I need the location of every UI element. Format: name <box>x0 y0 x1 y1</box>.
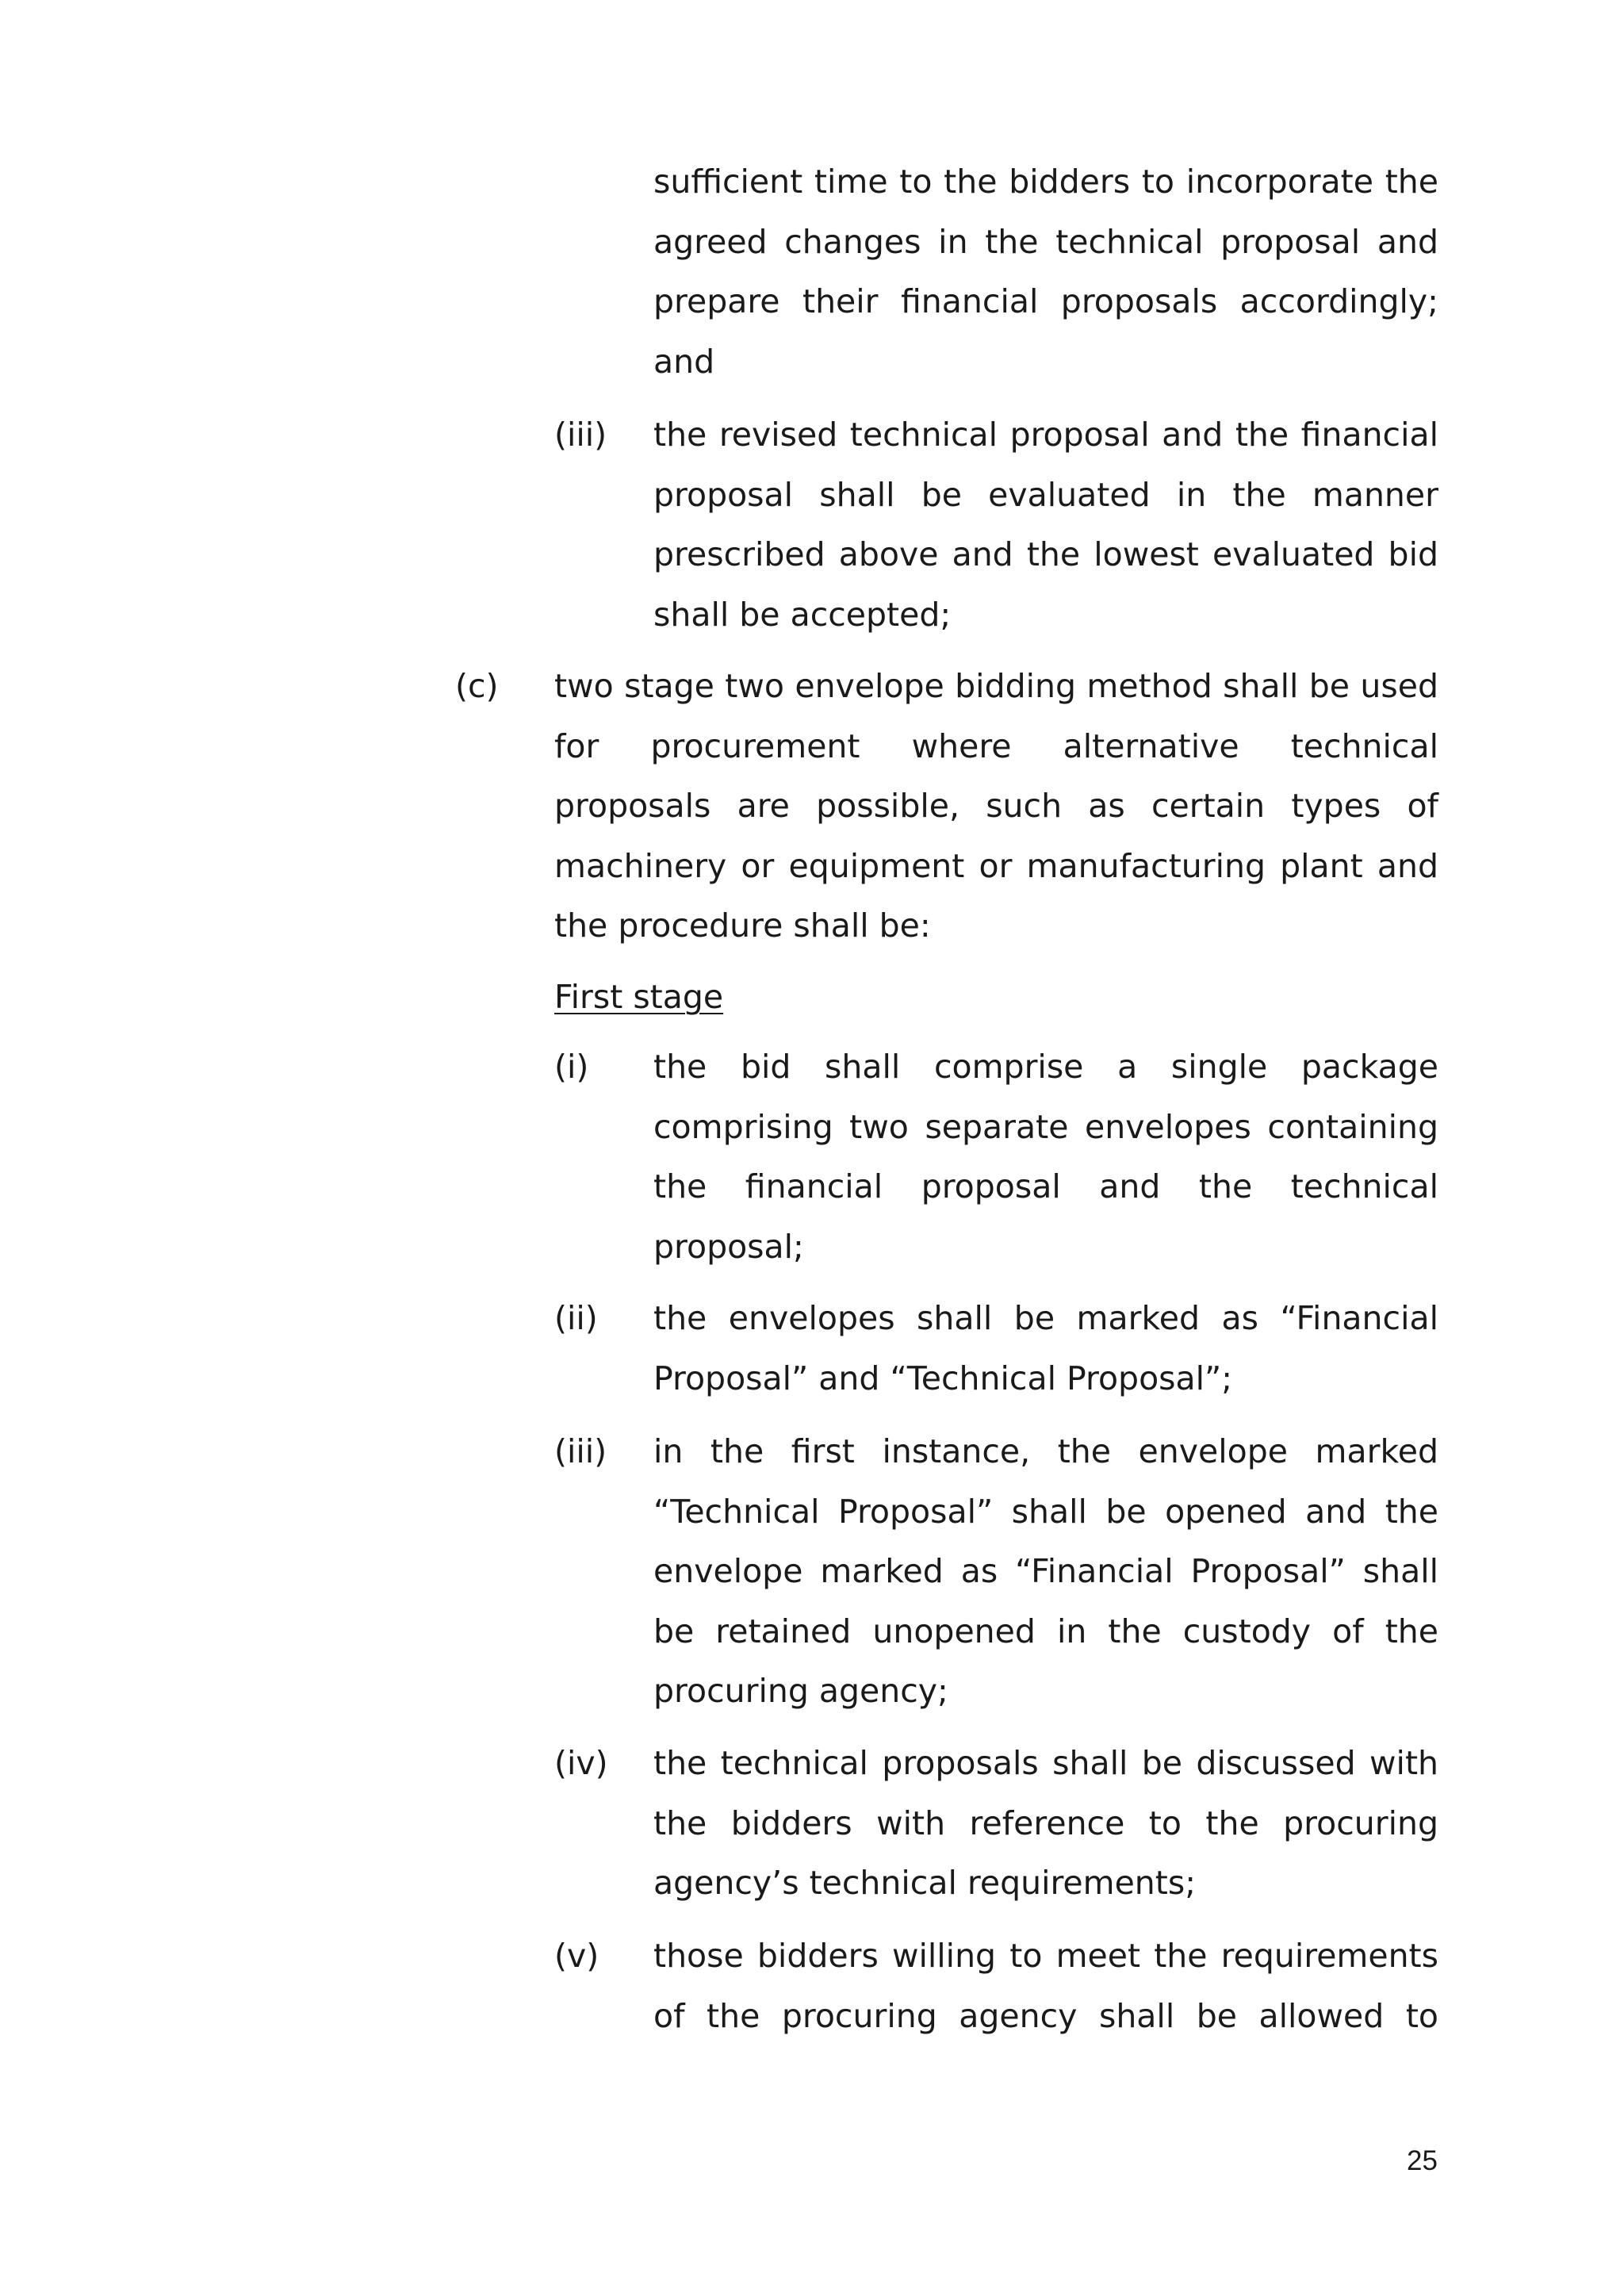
first-stage-marker-ii: (ii) <box>554 1299 598 1337</box>
item-marker-b-iii: (iii) <box>554 416 607 454</box>
first-stage-marker-v: (v) <box>554 1937 599 1975</box>
item-text-b-iii: the revised technical proposal and the financial proposal shall be evaluated in the manner prescribed above and the lowest evaluated bid shall be accepted; <box>653 416 1438 634</box>
item-text-c: two stage two envelope bidding method shall be used for procurement where alternative technical proposals are possible, such as certain types of machinery or equipment or manufacturing plant and the procedure shall be: <box>554 667 1438 945</box>
first-stage-text-iii: in the first instance, the envelope marked “Technical Proposal” shall be opened and the envelope marked as “Financial Proposal” shall be retained unopened in the custody of the procuring agency; <box>653 1432 1438 1710</box>
first-stage-heading: First stage <box>554 978 724 1016</box>
first-stage-text-iv: the technical proposals shall be discussed with the bidders with reference to the procuring agency’s technical requirements; <box>653 1744 1438 1902</box>
first-stage-text-ii: the envelopes shall be marked as “Financial Proposal” and “Technical Proposal”; <box>653 1299 1438 1397</box>
item-marker-c: (c) <box>455 667 499 705</box>
first-stage-text-v: those bidders willing to meet the requirements of the procuring agency shall be allowed to <box>653 1937 1438 2035</box>
first-stage-text-i: the bid shall comprise a single package comprising two separate envelopes containing the financial proposal and the technical proposal; <box>653 1048 1438 1266</box>
continuation-paragraph: sufficient time to the bidders to incorporate the agreed changes in the technical proposal and prepare their financial proposals accordingly; and <box>653 163 1438 381</box>
first-stage-marker-iii: (iii) <box>554 1432 607 1470</box>
page-number: 25 <box>1407 2145 1438 2176</box>
first-stage-marker-iv: (iv) <box>554 1744 608 1782</box>
first-stage-marker-i: (i) <box>554 1048 589 1086</box>
